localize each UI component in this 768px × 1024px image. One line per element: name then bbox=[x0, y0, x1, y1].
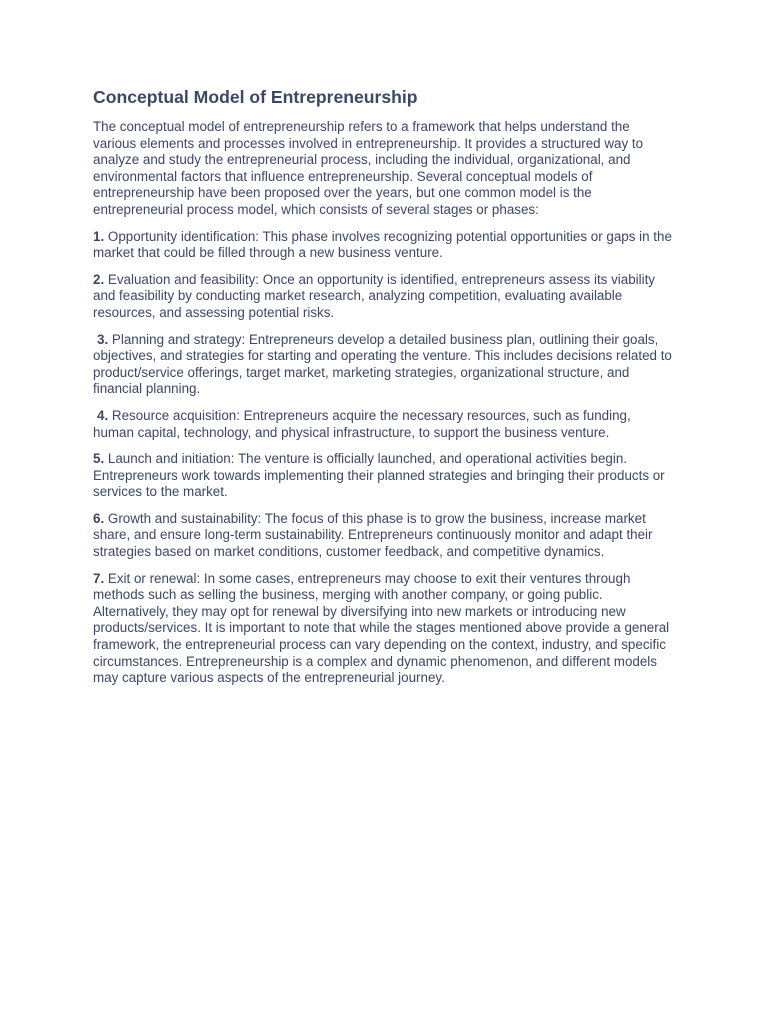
stage-text: Evaluation and feasibility: Once an opportunity is identified, entrepreneurs assess its viability and feasibility by conducting market research, analyzing competition, evaluating available resources, and assessing potential risks. bbox=[93, 271, 655, 320]
stage-text: Planning and strategy: Entrepreneurs develop a detailed business plan, outlining their goals, objectives, and strategies for starting and operating the venture. This includes decisions related to product/service offerings, target market, marketing strategies, organizational structure, and financial planning. bbox=[93, 331, 672, 397]
stage-number: 4. bbox=[97, 407, 109, 423]
stage-text: Growth and sustainability: The focus of this phase is to grow the business, increase market share, and ensure long-term sustainability. Entrepreneurs continuously monitor and adapt their strategies based on market conditions, customer feedback, and competitive dynamics. bbox=[93, 510, 653, 560]
stage-text: Exit or renewal: In some cases, entrepreneurs may choose to exit their ventures through methods such as selling the business, merging with another company, or going public. Alternatively, they may opt for renewal by diversifying into new markets or introducing new products/services. It is important to note that while the stages mentioned above provide a general framework, the entrepreneurial process can vary depending on the context, industry, and specific circumstances. Entrepreneurship is a complex and dynamic phenomenon, and different models may capture various aspects of the entrepreneurial journey. bbox=[93, 570, 670, 686]
stage-text: Resource acquisition: Entrepreneurs acquire the necessary resources, such as funding, human capital, technology, and physical infrastructure, to support the business venture. bbox=[93, 407, 631, 440]
stage-number: 5. bbox=[93, 451, 105, 467]
stage-number: 7. bbox=[93, 570, 105, 586]
stage-number: 1. bbox=[93, 228, 105, 244]
stage-item-2 bbox=[93, 272, 675, 322]
stage-item-6 bbox=[93, 511, 675, 561]
document-title: Conceptual Model of Entrepreneurship bbox=[93, 87, 418, 107]
stage-item-7 bbox=[93, 571, 675, 687]
document-body bbox=[93, 86, 675, 697]
stage-item-5 bbox=[93, 451, 675, 501]
stage-number: 6. bbox=[93, 510, 105, 526]
stage-number: 3. bbox=[97, 331, 109, 347]
stage-item-1 bbox=[93, 229, 675, 262]
stage-number: 2. bbox=[93, 271, 105, 287]
stage-text: Launch and initiation: The venture is officially launched, and operational activities begin. Entrepreneurs work towards implementing their planned strategies and bringing their products or services to the market. bbox=[93, 451, 665, 500]
intro-paragraph: The conceptual model of entrepreneurship refers to a framework that helps understand the various elements and processes involved in entrepreneurship. It provides a structured way to analyze and study the entrepreneurial process, including the individual, organizational, and environmental factors that influence entrepreneurship. Several conceptual models of entrepreneurship have been proposed over the years, but one common model is the entrepreneurial process model, which consists of several stages or phases: bbox=[93, 119, 644, 217]
stage-item-3 bbox=[93, 332, 675, 398]
stage-text: Opportunity identification: This phase involves recognizing potential opportunities or gaps in the market that could be filled through a new business venture. bbox=[93, 228, 672, 261]
stage-item-4 bbox=[93, 408, 675, 441]
